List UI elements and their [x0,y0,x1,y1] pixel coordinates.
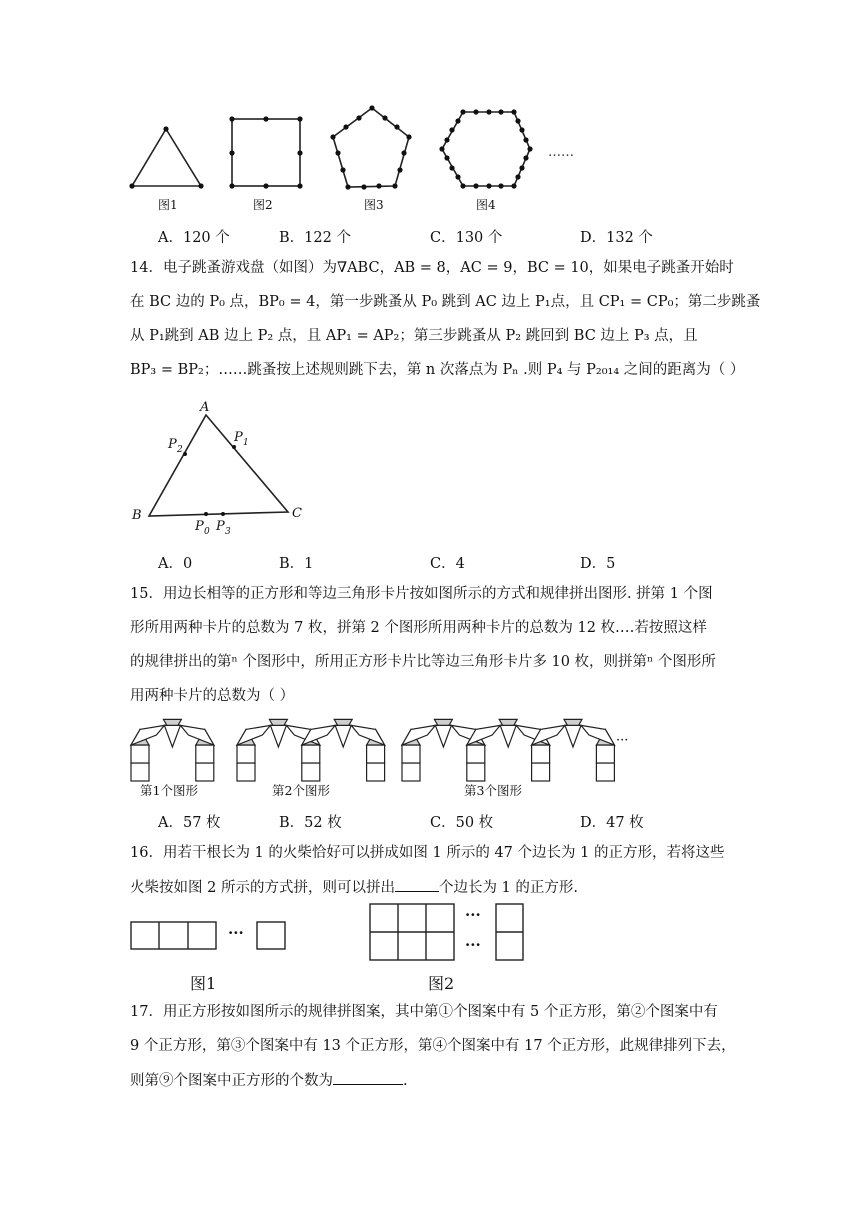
q14-option-b: B．1 [279,556,314,572]
q14-label-b: B [132,508,142,523]
q13-fig4-label: 图4 [476,198,496,212]
q17-line-3 [130,1070,408,1091]
q15-option-c: C．50 枚 [430,815,494,831]
q13-fig2-label: 图2 [253,198,273,212]
q17-line-3-tail: . [403,1073,408,1089]
q13-fig3-label: 图3 [364,198,384,212]
q13-option-d: D．132 个 [580,230,653,246]
q15-line-4: 用两种卡片的总数为（ ） [130,688,295,704]
q15-option-a: A．57 枚 [158,815,221,831]
q14-label-c: C [292,506,302,521]
q13-option-b: B．122 个 [279,230,351,246]
q13-option-a: A．120 个 [158,230,230,246]
q15-option-b: B．52 枚 [279,815,342,831]
q15-line-2: 形所用两种卡片的总数为 7 枚，拼第 2 个图形所用两种卡片的总数为 12 枚‥‥若按照这样 [130,620,707,636]
q14-line-3: 从 P₁跳到 AB 边上 P₂ 点，且 AP₁ = AP₂；第三步跳蚤从 P₂ 跳回到 BC 边上 P₃ 点，且 [130,328,698,344]
q15-fig3-label: 第3个图形 [464,783,522,798]
q15-line-1: 15．用边长相等的正方形和等边三角形卡片按如图所示的方式和规律拼出图形. 拼第 1 个图 [130,586,713,602]
q15-fig1-label: 第1个图形 [140,783,198,798]
q16-line-2-text: 火柴按如图 2 所示的方式拼，则可以拼出 [130,880,395,896]
q13-fig1-label: 图1 [158,198,178,212]
q16-fig2-dots-top: ··· [465,906,481,924]
q14-option-a: A．0 [158,556,193,572]
q14-label-p3: P [216,519,225,534]
q15-ellipsis: ··· [616,733,629,748]
q17-answer-blank [333,1070,403,1085]
q16-fig1-label: 图1 [190,974,217,993]
q14-label-a: A [200,400,210,415]
q13-option-c: C．130 个 [430,230,503,246]
q15-fig2-label: 第2个图形 [272,783,330,798]
q14-label-p0: P [195,519,204,534]
q13-ellipsis: …… [548,145,574,160]
q14-line-1: 14．电子跳蚤游戏盘（如图）为∇ABC，AB = 8，AC = 9，BC = 10，如果电子跳蚤开始时 [130,260,734,276]
q16-line-1: 16．用若干根长为 1 的火柴恰好可以拼成如图 1 所示的 47 个边长为 1 的正方形，若将这些 [130,845,725,861]
q14-label-p2: P [168,437,177,452]
q17-line-1: 17．用正方形按如图所示的规律拼图案，其中第①个图案中有 5 个正方形，第②个图案中有 [130,1004,718,1020]
q15-option-d: D．47 枚 [580,815,644,831]
q16-fig2-label: 图2 [428,974,455,993]
q15-line-3: 的规律拼出的第ⁿ 个图形中，所用正方形卡片比等边三角形卡片多 10 枚，则拼第ⁿ 个图形所 [130,654,716,670]
q16-fig1-dots: ··· [228,924,244,942]
q14-label-p0-sub: 0 [204,527,210,537]
q16-fig2-dots-bottom: ··· [465,936,481,954]
q14-label-p3-sub: 3 [225,527,231,537]
q16-line-2-tail: 个边长为 1 的正方形. [438,880,579,896]
q14-line-4: BP₃ = BP₂；……跳蚤按上述规则跳下去，第 n 次落点为 Pₙ .则 P₄ 与 P₂₀₁₄ 之间的距离为（ ） [130,362,745,378]
q14-label-p1: P [234,430,243,445]
q14-line-2: 在 BC 边的 P₀ 点，BP₀ = 4，第一步跳蚤从 P₀ 跳到 AC 边上 P₁点，且 CP₁ = CP₀；第二步跳蚤 [130,294,761,310]
q14-label-p1-sub: 1 [243,438,249,448]
q14-option-c: C．4 [430,556,465,572]
q17-line-3-text: 则第⑨个图案中正方形的个数为 [130,1073,333,1089]
q14-label-p2-sub: 2 [177,445,183,455]
q17-line-2: 9 个正方形，第③个图案中有 13 个正方形，第④个图案中有 17 个正方形，此规律排列下去， [130,1038,736,1054]
q14-option-d: D．5 [580,556,616,572]
